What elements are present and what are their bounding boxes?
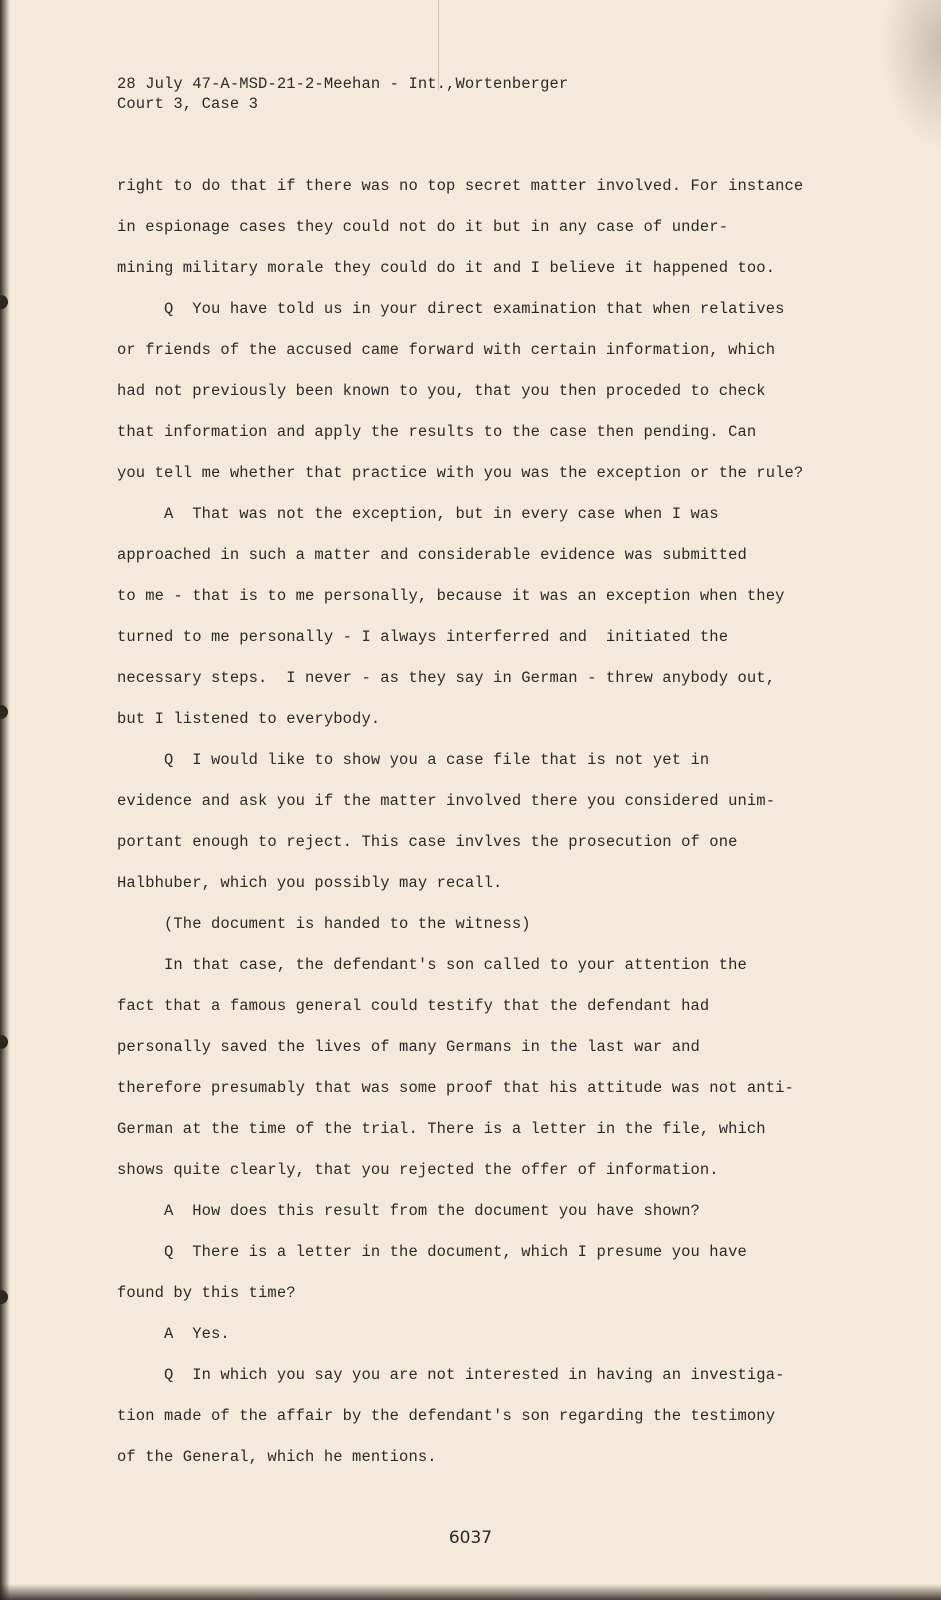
transcript-line: shows quite clearly, that you rejected the offer of information. xyxy=(117,1161,719,1179)
transcript-body xyxy=(117,174,897,1486)
header-reference-line: 28 July 47-A-MSD-21-2-Meehan - Int.,Wortenberger xyxy=(117,75,569,93)
transcript-line: Q I would like to show you a case file that is not yet in xyxy=(117,751,710,769)
transcript-line: evidence and ask you if the matter involved there you considered unim- xyxy=(117,792,776,810)
transcript-line: personally saved the lives of many Germans in the last war and xyxy=(117,1038,700,1056)
page-number: 6037 xyxy=(448,1528,493,1548)
transcript-line: but I listened to everybody. xyxy=(117,710,381,728)
transcript-line: turned to me personally - I always interferred and initiated the xyxy=(117,628,729,646)
transcript-line: A That was not the exception, but in every case when I was xyxy=(117,505,719,523)
transcript-line: approached in such a matter and considerable evidence was submitted xyxy=(117,546,747,564)
transcript-line: tion made of the affair by the defendant's son regarding the testimony xyxy=(117,1407,776,1425)
transcript-line: (The document is handed to the witness) xyxy=(117,915,531,933)
transcript-line: Q There is a letter in the document, which I presume you have xyxy=(117,1243,747,1261)
header-court-line: Court 3, Case 3 xyxy=(117,95,259,113)
transcript-line: you tell me whether that practice with you was the exception or the rule? xyxy=(117,464,804,482)
transcript-line: to me - that is to me personally, because it was an exception when they xyxy=(117,587,785,605)
corner-wear xyxy=(881,0,941,150)
transcript-line: necessary steps. I never - as they say in German - threw anybody out, xyxy=(117,669,776,687)
transcript-line: right to do that if there was no top secret matter involved. For instance xyxy=(117,177,804,195)
transcript-line: portant enough to reject. This case invlves the prosecution of one xyxy=(117,833,738,851)
transcript-line: or friends of the accused came forward with certain information, which xyxy=(117,341,776,359)
transcript-line: German at the time of the trial. There is a letter in the file, which xyxy=(117,1120,766,1138)
transcript-line: A How does this result from the document you have shown? xyxy=(117,1202,700,1220)
transcript-line: mining military morale they could do it and I believe it happened too. xyxy=(117,259,776,277)
transcript-line: in espionage cases they could not do it but in any case of under- xyxy=(117,218,729,236)
transcript-line: In that case, the defendant's son called to your attention the xyxy=(117,956,747,974)
transcript-line: of the General, which he mentions. xyxy=(117,1448,437,1466)
transcript-line: found by this time? xyxy=(117,1284,296,1302)
document-header xyxy=(117,74,568,114)
binding-edge-shadow xyxy=(0,0,10,1600)
transcript-line: that information and apply the results to the case then pending. Can xyxy=(117,423,757,441)
transcript-line: Q You have told us in your direct examination that when relatives xyxy=(117,300,785,318)
bottom-edge-shadow xyxy=(0,1584,941,1600)
transcript-line: fact that a famous general could testify that the defendant had xyxy=(117,997,710,1015)
transcript-line: Q In which you say you are not interested in having an investiga- xyxy=(117,1366,785,1384)
transcript-line: had not previously been known to you, that you then proceded to check xyxy=(117,382,766,400)
transcript-line: Halbhuber, which you possibly may recall. xyxy=(117,874,503,892)
transcript-line: therefore presumably that was some proof that his attitude was not anti- xyxy=(117,1079,794,1097)
transcript-line: A Yes. xyxy=(117,1325,230,1343)
